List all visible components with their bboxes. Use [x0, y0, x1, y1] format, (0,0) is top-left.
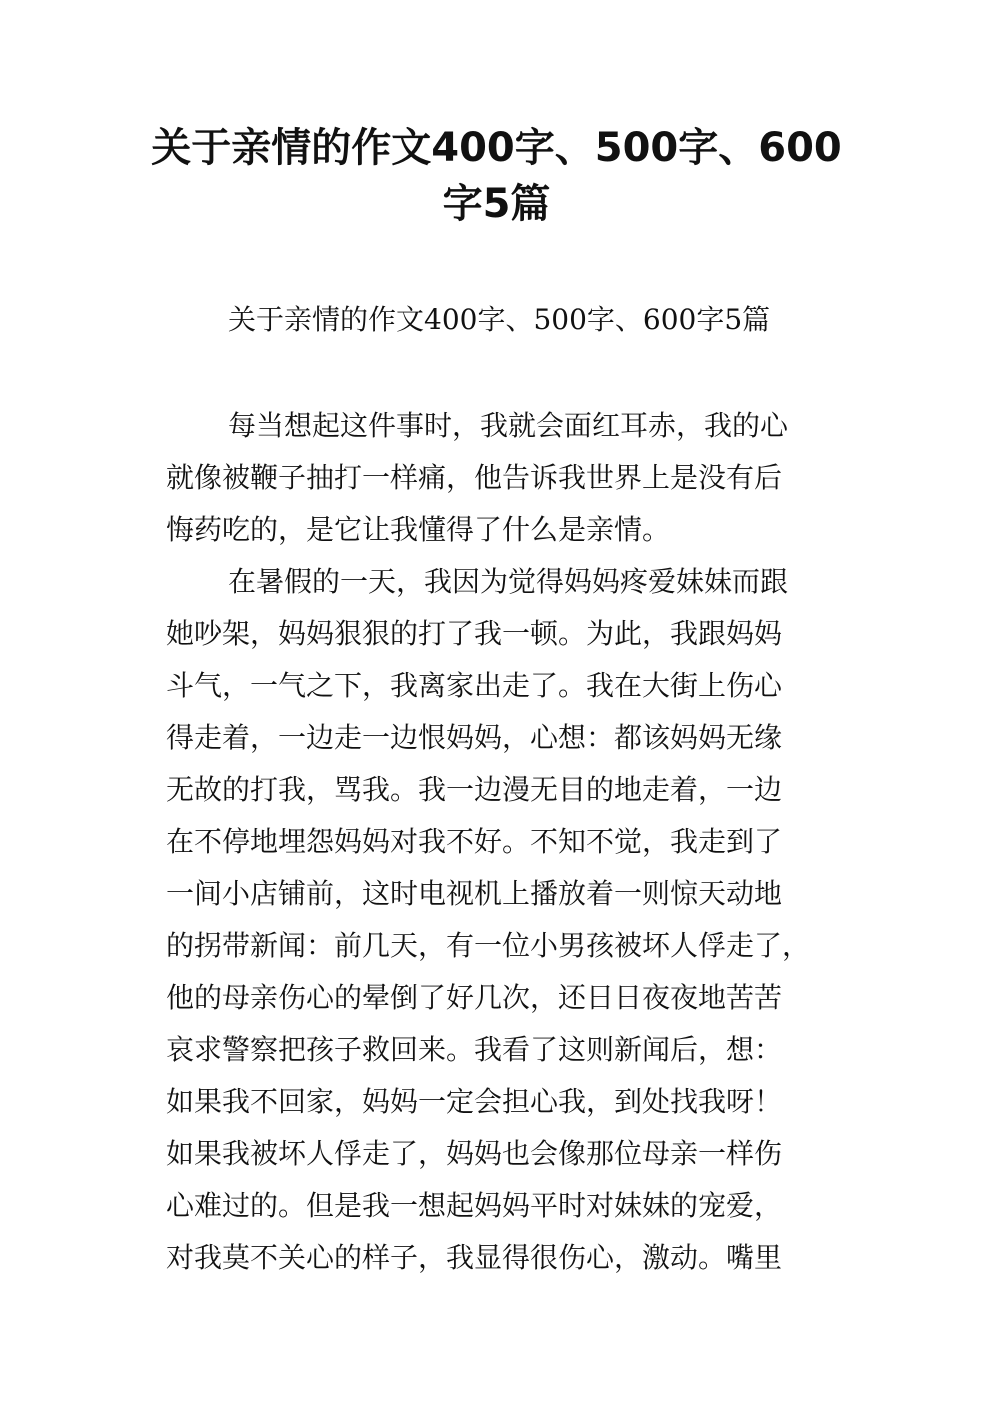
text-line: 的拐带新闻：前几天，有一位小男孩被坏人俘走了， [166, 929, 811, 962]
document-subtitle: 关于亲情的作文400字、500字、600字5篇 [228, 303, 771, 336]
text-line: 如果我被坏人俘走了，妈妈也会像那位母亲一样伤 [166, 1137, 783, 1170]
text-line: 心难过的。但是我一想起妈妈平时对妹妹的宠爱， [166, 1189, 783, 1222]
text-line: 如果我不回家，妈妈一定会担心我，到处找我呀！ [166, 1085, 783, 1118]
text-line: 斗气，一气之下，我离家出走了。我在大街上伤心 [166, 669, 783, 702]
text-line: 得走着，一边走一边恨妈妈，心想：都该妈妈无缘 [166, 721, 783, 754]
essay-body [166, 400, 866, 1284]
text-line: 她吵架，妈妈狠狠的打了我一顿。为此，我跟妈妈 [166, 617, 783, 650]
text-line: 每当想起这件事时，我就会面红耳赤，我的心 [228, 409, 789, 442]
document-title [150, 120, 843, 232]
text-line: 悔药吃的，是它让我懂得了什么是亲情。 [166, 513, 671, 546]
text-line: 无故的打我，骂我。我一边漫无目的地走着，一边 [166, 773, 783, 806]
text-line: 对我莫不关心的样子，我显得很伤心，激动。嘴里 [166, 1241, 783, 1274]
text-line: 在暑假的一天，我因为觉得妈妈疼爱妹妹而跟 [228, 565, 789, 598]
text-line: 在不停地埋怨妈妈对我不好。不知不觉，我走到了 [166, 825, 783, 858]
title-line: 字5篇 [442, 181, 551, 227]
text-line: 哀求警察把孩子救回来。我看了这则新闻后，想： [166, 1033, 783, 1066]
text-line: 他的母亲伤心的晕倒了好几次，还日日夜夜地苦苦 [166, 981, 783, 1014]
title-line: 关于亲情的作文400字、500字、600 [151, 125, 842, 171]
text-line: 就像被鞭子抽打一样痛，他告诉我世界上是没有后 [166, 461, 783, 494]
text-line: 一间小店铺前，这时电视机上播放着一则惊天动地 [166, 877, 783, 910]
